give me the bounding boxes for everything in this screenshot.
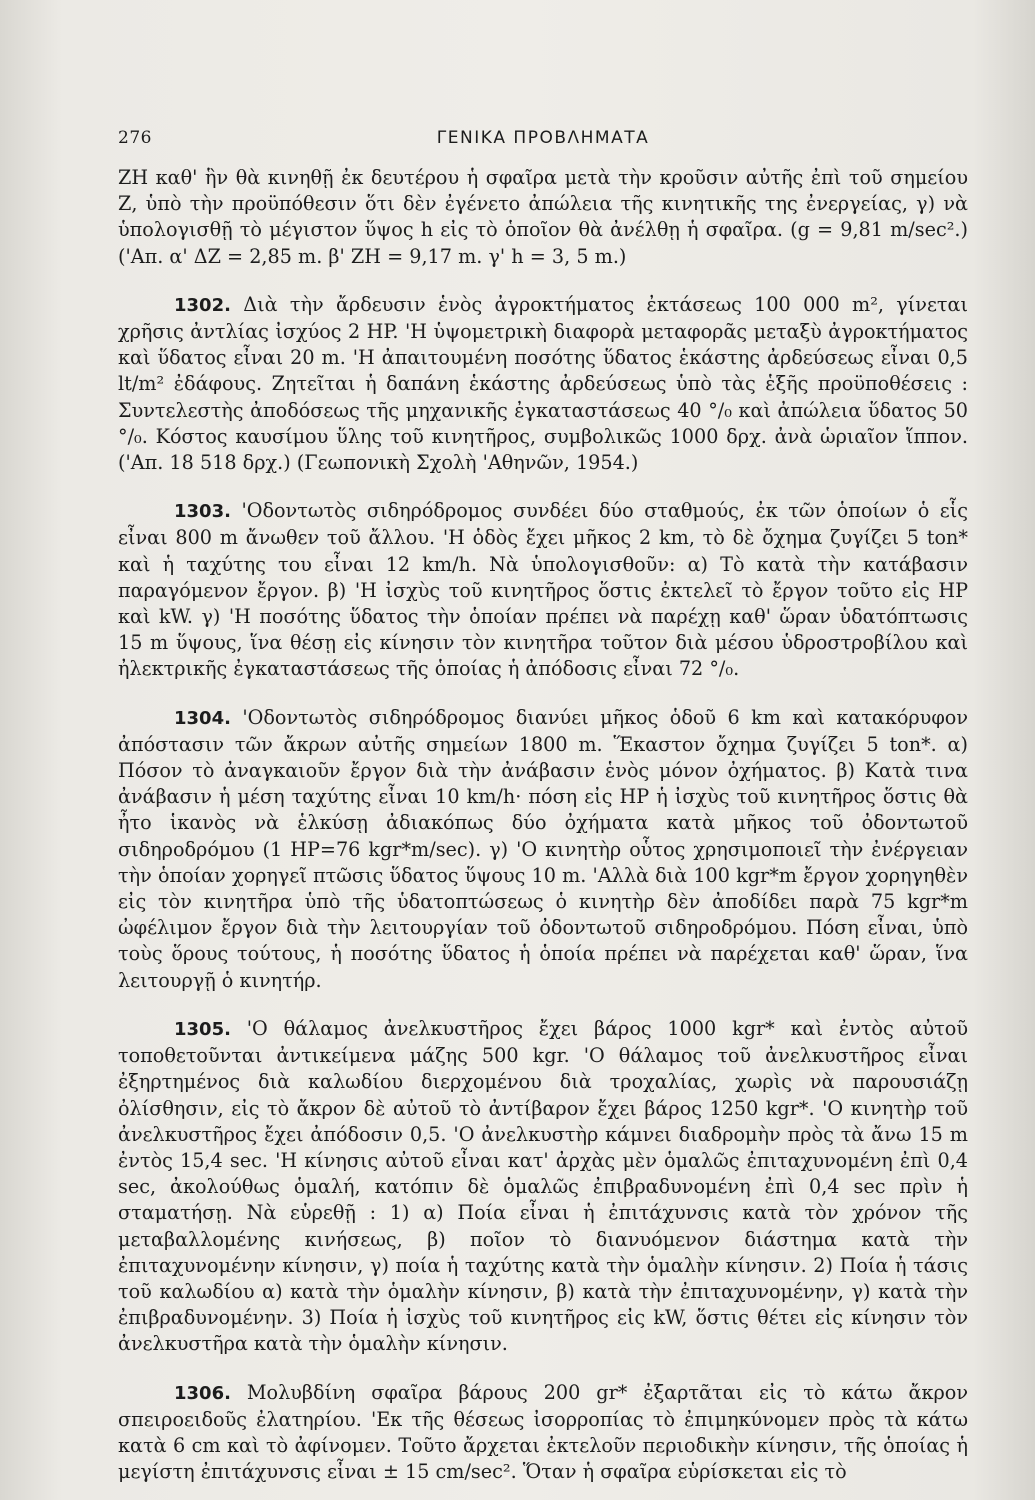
paragraph-text: Διὰ τὴν ἄρδευσιν ἑνὸς ἀγροκτήματος ἐκτάσεως 100 000 m², γίνεται χρῆσις ἀντλίας ἰσχύος 2 HP. 'Η ὑψομετρικὴ διαφορὰ μεταφορᾶς μεταξὺ ἀγροκτήματος καὶ ὕδατος εἶναι 20 m. 'Η ἀπαιτουμένη ποσότης ὕδατος ἑκάστης ἀρδεύσεως εἶναι 0,5 lt/m² ἐδάφους. Ζητεῖται ἡ δαπάνη ἑκάστης ἀρδεύσεως ὑπὸ τὰς ἑξῆς προϋποθέσεις : Συντελεστὴς ἀποδόσεως τῆς μηχανικῆς ἐγκαταστάσεως 40 °/₀ καὶ ἀπώλεια ὕδατος 50 °/₀. Κόστος καυσίμου ὕλης τοῦ κινητῆρος, συμβολικῶς 1000 δρχ. ἀνὰ ὡριαῖον ἵππον. ('Απ. 18 518 δρχ.) (Γεωπονικὴ Σχολὴ 'Αθηνῶν, 1954.) — [118, 292, 968, 475]
problem-number: 1305. — [174, 1018, 231, 1040]
page-body — [118, 165, 968, 1485]
paragraph-text: ΖΗ καθ' ἣν θὰ κινηθῇ ἐκ δευτέρου ἡ σφαῖρα μετὰ τὴν κροῦσιν αὐτῆς ἐπὶ τοῦ σημείου Ζ, ὑπὸ τὴν προϋπόθεσιν ὅτι δὲν ἐγένετο ἀπώλεια τῆς κινητικῆς της ἐνεργείας, γ) νὰ ὑπολογισθῇ τὸ μέγιστον ὕψος h εἰς τὸ ὁποῖον θὰ ἀνέλθῃ ἡ σφαῖρα. (g = 9,81 m/sec².) ('Απ. α' ΔΖ = 2,85 m. β' ΖΗ = 9,17 m. γ' h = 3, 5 m.) — [118, 166, 968, 268]
paragraph-text: 'Οδοντωτὸς σιδηρόδρομος διανύει μῆκος ὁδοῦ 6 km καὶ κατακόρυφον ἀπόστασιν τῶν ἄκρων αὐτῆς σημείων 1800 m. Ἕκαστον ὄχημα ζυγίζει 5 ton*. α) Πόσον τὸ ἀναγκαιοῦν ἔργον διὰ τὴν ἀνάβασιν ἑνὸς μόνον ὀχήματος. β) Κατὰ τινα ἀνάβασιν ἡ μέση ταχύτης εἶναι 10 km/h· πόση εἰς HP ἡ ἰσχὺς τοῦ κινητῆρος ὅστις θὰ ἦτο ἱκανὸς νὰ ἑλκύσῃ ἀδιακόπως δύο ὀχήματα κατὰ μῆκος τοῦ ὀδοντωτοῦ σιδηροδρόμου (1 HP=76 kgr*m/sec). γ) 'Ο κινητὴρ οὗτος χρησιμοποιεῖ τὴν ἐνέργειαν τὴν ὁποίαν χορηγεῖ πτῶσις ὕδατος ὕψους 10 m. 'Αλλὰ διὰ 100 kgr*m ἔργον χορηγηθὲν εἰς τὸν κινητῆρα ὑπὸ τῆς ὑδατοπτώσεως ὁ κινητὴρ δὲν ἀποδίδει παρὰ 75 kgr*m ὠφέλιμον ἔργον διὰ τὴν λειτουργίαν τοῦ ὀδοντωτοῦ σιδηροδρόμου. Πόση εἶναι, ὑπὸ τοὺς ὅρους τούτους, ἡ ποσότης ὕδατος ἡ ὁποία πρέπει νὰ παρέχεται καθ' ὥραν, ἵνα λειτουργῇ ὁ κινητήρ. — [118, 705, 968, 992]
problem-number: 1306. — [174, 1382, 231, 1404]
page-number: 276 — [118, 128, 152, 148]
problem-number: 1303. — [174, 501, 231, 523]
problem-1302 — [118, 292, 968, 476]
page-header — [118, 128, 968, 154]
problem-continuation — [118, 165, 968, 270]
problem-number: 1304. — [174, 707, 231, 729]
problem-1303 — [118, 498, 968, 682]
paragraph-text: Μολυβδίνη σφαῖρα βάρους 200 gr* ἐξαρτᾶται εἰς τὸ κάτω ἄκρον σπειροειδοῦς ἐλατηρίου. 'Εκ τῆς θέσεως ἰσορροπίας τὸ ἐπιμηκύνομεν πρὸς τὰ κάτω κατὰ 6 cm καὶ τὸ ἀφίνομεν. Τοῦτο ἄρχεται ἐκτελοῦν περιοδικὴν κίνησιν, τῆς ὁποίας ἡ μεγίστη ἐπιτάχυνσις εἶναι ± 15 cm/sec². Ὅταν ἡ σφαῖρα εὑρίσκεται εἰς τὸ — [118, 1380, 968, 1484]
problem-1306 — [118, 1380, 968, 1486]
running-title: ΓΕΝΙΚΑ ΠΡΟΒΛΗΜΑΤΑ — [436, 128, 650, 148]
paragraph-text: 'Οδοντωτὸς σιδηρόδρομος συνδέει δύο σταθμούς, ἐκ τῶν ὁποίων ὁ εἷς εἶναι 800 m ἄνωθεν τοῦ ἄλλου. 'Η ὁδὸς ἔχει μῆκος 2 km, τὸ δὲ ὄχημα ζυγίζει 5 ton* καὶ ἡ ταχύτης του εἶναι 12 km/h. Νὰ ὑπολογισθοῦν: α) Τὸ κατὰ τὴν κατάβασιν παραγόμενον ἔργον. β) 'Η ἰσχὺς τοῦ κινητῆρος ὅστις ἐκτελεῖ τὸ ἔργον τοῦτο εἰς HP καὶ kW. γ) 'Η ποσότης ὕδατος τὴν ὁποίαν πρέπει νὰ παρέχῃ καθ' ὥραν ὑδατόπτωσις 15 m ὕψους, ἵνα θέσῃ εἰς κίνησιν τὸν κινητῆρα τοῦτον διὰ μέσου ὑδροστροβίλου καὶ ἠλεκτρικῆς ἐγκαταστάσεως τῆς ὁποίας ἡ ἀπόδοσις εἶναι 72 °/₀. — [118, 499, 968, 681]
problem-1305 — [118, 1016, 968, 1358]
problem-number: 1302. — [174, 294, 231, 316]
paragraph-text: 'Ο θάλαμος ἀνελκυστῆρος ἔχει βάρος 1000 kgr* καὶ ἐντὸς αὐτοῦ τοποθετοῦνται ἀντικείμενα μάζης 500 kgr. 'Ο θάλαμος τοῦ ἀνελκυστῆρος εἶναι ἐξηρτημένος διὰ καλωδίου διερχομένου διὰ τροχαλίας, χωρὶς νὰ παρουσιάζῃ ὀλίσθησιν, εἰς τὸ ἄκρον δὲ αὐτοῦ τὸ ἀντίβαρον ἔχει βάρος 1250 kgr*. 'Ο κινητὴρ τοῦ ἀνελκυστῆρος ἔχει ἀπόδοσιν 0,5. 'Ο ἀνελκυστὴρ κάμνει διαδρομὴν πρὸς τὰ ἄνω 15 m ἐντὸς 15,4 sec. 'Η κίνησις αὐτοῦ εἶναι κατ' ἀρχὰς μὲν ὁμαλῶς ἐπιταχυνομένη ἐπὶ 0,4 sec, ἀκολούθως ὁμαλή, κατόπιν δὲ ὁμαλῶς ἐπιβραδυνομένη ἐπὶ 0,4 sec πρὶν ἡ σταματήσῃ. Νὰ εὑρεθῇ : 1) α) Ποία εἶναι ἡ ἐπιτάχυνσις κατὰ τὸν χρόνον τῆς μεταβαλλομένης κινήσεως, β) ποῖον τὸ διανυόμενον διάστημα κατὰ τὴν ἐπιταχυνομένην κίνησιν, γ) ποία ἡ ταχύτης κατὰ τὴν ὁμαλὴν κίνησιν. 2) Ποία ἡ τάσις τοῦ καλωδίου α) κατὰ τὴν ὁμαλὴν κίνησιν, β) κατὰ τὴν ἐπιταχυνομένην, γ) κατὰ τὴν ἐπιβραδυνομένην. 3) Ποία ἡ ἰσχὺς τοῦ κινητῆρος εἰς kW, ὅστις θέτει εἰς κίνησιν τὸν ἀνελκυστῆρα κατὰ τὴν ὁμαλὴν κίνησιν. — [118, 1016, 968, 1356]
problem-1304 — [118, 705, 968, 994]
